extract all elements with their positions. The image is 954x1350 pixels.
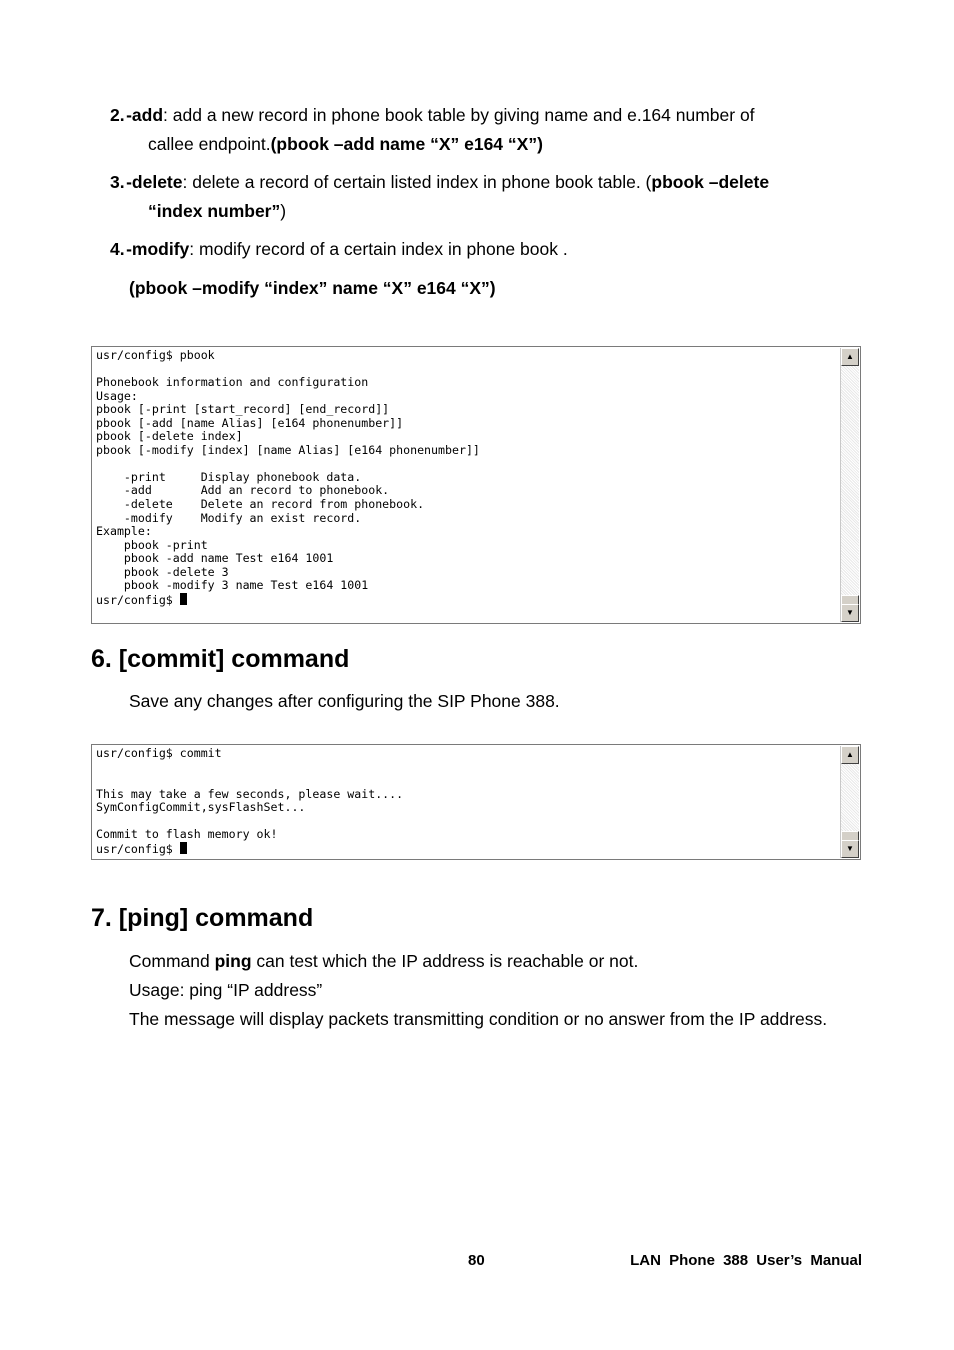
pbook-terminal-window[interactable] bbox=[91, 346, 861, 624]
scroll-up-arrow-icon[interactable]: ▲ bbox=[841, 348, 859, 366]
terminal-prompt: usr/config$ bbox=[96, 592, 180, 607]
cursor-block bbox=[180, 593, 187, 605]
commit-terminal-text: usr/config$ commit This may take a few seconds, please wait.... SymConfigCommit,sysFlashSet... Commit to flash memory ok! bbox=[96, 747, 404, 842]
option-close-paren: ) bbox=[280, 201, 287, 221]
ping-description bbox=[129, 947, 860, 976]
option-delete bbox=[110, 168, 860, 226]
ping-desc-pre: Command bbox=[129, 951, 215, 971]
option-delete-line2 bbox=[110, 197, 860, 226]
option-desc-cont: callee endpoint. bbox=[148, 134, 271, 154]
option-modify-line1 bbox=[110, 235, 860, 264]
ping-message-text: The message will display packets transmitting condition or no answer from the IP address. bbox=[129, 1009, 828, 1029]
option-number: 2. bbox=[110, 105, 125, 125]
vertical-scrollbar[interactable] bbox=[840, 348, 859, 622]
option-flag: -modify bbox=[126, 239, 190, 259]
option-delete-line1 bbox=[110, 168, 860, 197]
option-desc: : add a new record in phone book table by giving name and e.164 number of bbox=[163, 105, 755, 125]
page-number: 80 bbox=[468, 1252, 485, 1269]
pbook-terminal-output bbox=[96, 349, 836, 623]
scroll-up-arrow-icon[interactable]: ▲ bbox=[841, 746, 859, 764]
ping-usage: Usage: ping “IP address” bbox=[129, 980, 323, 1000]
option-command: (pbook –add name “X” e164 “X”) bbox=[270, 134, 543, 154]
option-add-line2 bbox=[110, 130, 860, 159]
option-add bbox=[110, 101, 860, 159]
option-desc: : delete a record of certain listed index in phone book table. ( bbox=[182, 172, 652, 192]
scroll-down-arrow-icon[interactable]: ▼ bbox=[841, 840, 859, 858]
commit-section-heading: 6. [commit] command bbox=[91, 645, 350, 673]
option-number: 3. bbox=[110, 172, 125, 192]
option-flag: -add bbox=[126, 105, 164, 125]
option-command-part1: pbook –delete bbox=[651, 172, 770, 192]
cursor-block bbox=[180, 842, 187, 854]
option-command-part2: “index number” bbox=[148, 201, 281, 221]
option-desc: : modify record of a certain index in phone book . bbox=[189, 239, 568, 259]
option-flag: -delete bbox=[126, 172, 183, 192]
pbook-terminal-text: usr/config$ pbook Phonebook information and configuration Usage: pbook [-print [start_record] [end_record]] pbook [-add [name Alias] [e164 phonenumber]] pbook [-delete index] pbook [-modify [index] [name Alias] [e164 phonenumber]] -print Display phonebook data. -add Add an record to phonebook. -delete Delete an record from phonebook. -modify Modify an exist record. Example: pbook -print pbook -add name Test e164 1001 pbook -delete 3 pbook -modify 3 name Test e164 1001 bbox=[96, 349, 480, 593]
commit-section-text: Save any changes after configuring the SIP Phone 388. bbox=[129, 691, 560, 711]
option-number: 4. bbox=[110, 239, 125, 259]
option-add-line1 bbox=[110, 101, 860, 130]
commit-terminal-window[interactable] bbox=[91, 744, 861, 860]
commit-terminal-output bbox=[96, 747, 836, 859]
manual-title: LAN Phone 388 User’s Manual bbox=[630, 1252, 862, 1269]
ping-section-heading: 7. [ping] command bbox=[91, 904, 314, 932]
terminal-prompt: usr/config$ bbox=[96, 841, 180, 856]
option-modify-command: (pbook –modify “index” name “X” e164 “X”) bbox=[129, 278, 496, 298]
scroll-down-arrow-icon[interactable]: ▼ bbox=[841, 604, 859, 622]
ping-desc-post: can test which the IP address is reachable or not. bbox=[251, 951, 639, 971]
option-modify bbox=[110, 235, 860, 264]
ping-command-name: ping bbox=[214, 951, 252, 971]
vertical-scrollbar[interactable] bbox=[840, 746, 859, 858]
